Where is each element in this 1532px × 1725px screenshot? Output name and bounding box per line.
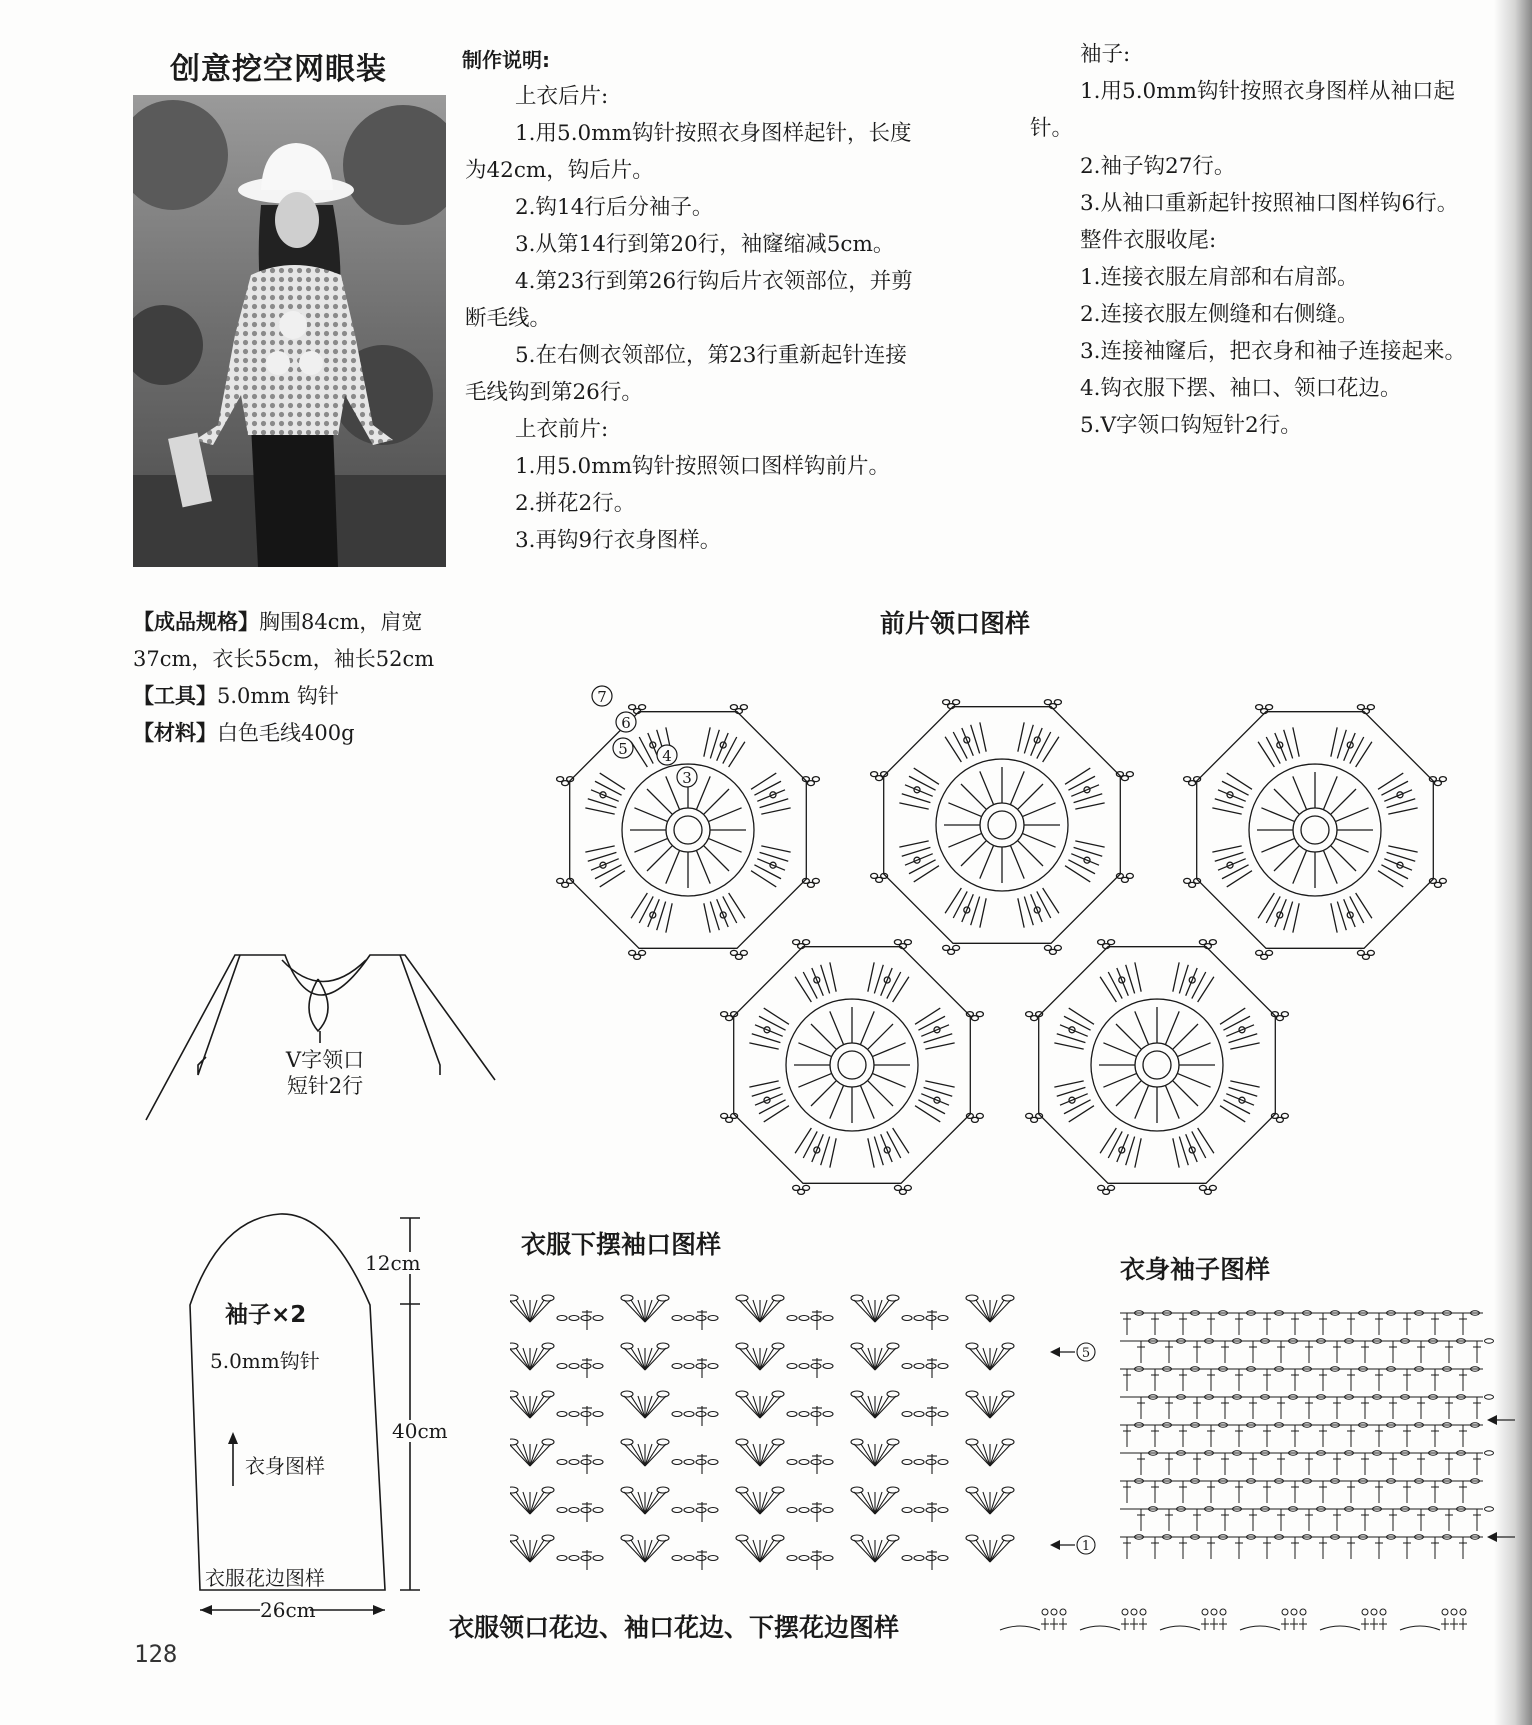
instruction-line: 2.钩14行后分袖子。 [515, 195, 714, 220]
instruction-line: 3.从第14行到第20行，袖窿缩减5cm。 [515, 232, 895, 257]
sleeve-bottom-label: 衣服花边图样 [205, 1566, 325, 1590]
edging-unit [1080, 1609, 1147, 1630]
page-number: 128 [134, 1640, 178, 1668]
edging-unit [1320, 1609, 1387, 1630]
size-text-2: 37cm，衣长55cm，袖长52cm [133, 647, 435, 671]
hem-marker-top: 5 [1081, 1346, 1091, 1361]
grid-row [1120, 1479, 1483, 1503]
round-marker: 3 [682, 769, 692, 787]
grid-row [1120, 1451, 1494, 1475]
instruction-line: 3.再钩9行衣身图样。 [515, 528, 722, 553]
instruction-line: 3.连接袖窿后，把衣身和袖子连接起来。 [1080, 339, 1467, 364]
edging-unit [1160, 1609, 1227, 1630]
hem-row [510, 1343, 1014, 1378]
sleeve-arrow-label: 衣身图样 [245, 1454, 325, 1478]
grid-row [1120, 1507, 1494, 1531]
grid-row [1120, 1339, 1494, 1363]
hem-row [510, 1535, 1014, 1570]
material-text: 白色毛线400g [217, 721, 355, 745]
sleeve-title: 袖子×2 [225, 1302, 307, 1328]
instruction-line: 5.在右侧衣领部位，第23行重新起针连接 [515, 343, 907, 368]
sleeve-schematic [180, 1210, 480, 1630]
body-sleeve-chart [1115, 1305, 1520, 1565]
specs-block [133, 604, 463, 752]
round-marker: 5 [618, 740, 628, 758]
tool-label: 【工具】 [133, 684, 217, 708]
instruction-line: 1.用5.0mm钩针按照领口图样钩前片。 [515, 454, 890, 479]
size-label: 【成品规格】 [133, 610, 259, 634]
hem-row [510, 1391, 1014, 1426]
back-heading: 上衣后片: [515, 84, 609, 109]
instruction-line: 1.用5.0mm钩针按照衣身图样从袖口起 [1080, 79, 1455, 104]
hem-marker-bottom: 1 [1081, 1539, 1091, 1554]
body-schematic [140, 935, 500, 1130]
sleeve-heading: 袖子: [1080, 42, 1131, 67]
motif [557, 705, 820, 960]
body-sleeve-chart-title: 衣身袖子图样 [1120, 1255, 1271, 1284]
edging-unit [1400, 1609, 1467, 1630]
motif [871, 700, 1134, 955]
instruction-line: 针。 [1030, 116, 1074, 141]
instruction-line: 4.第23行到第26行钩后片衣领部位，并剪 [515, 269, 913, 294]
hem-row [510, 1295, 1014, 1330]
grid-row [1120, 1311, 1483, 1335]
instruction-line: 3.从袖口重新起针按照袖口图样钩6行。 [1080, 191, 1459, 216]
instruction-line: 2.拼花2行。 [515, 491, 636, 516]
hem-chart-title: 衣服下摆袖口图样 [521, 1230, 722, 1259]
body-label-1: V字领口 [285, 1048, 365, 1072]
instruction-line: 1.连接衣服左肩部和右肩部。 [1080, 265, 1359, 290]
grid-row [1120, 1395, 1494, 1419]
instruction-line: 毛线钩到第26行。 [465, 380, 643, 405]
instruction-line: 断毛线。 [465, 306, 552, 331]
instructions-heading: 制作说明: [462, 48, 550, 72]
size-text: 胸围84cm，肩宽 [259, 610, 423, 634]
front-chart-title: 前片领口图样 [880, 609, 1031, 638]
grid-row [1120, 1535, 1483, 1559]
hem-chart [510, 1275, 1100, 1575]
hem-row [510, 1487, 1014, 1522]
round-marker: 6 [621, 714, 631, 732]
body-label-2: 短针2行 [286, 1074, 364, 1098]
instruction-line: 为42cm，钩后片。 [465, 158, 654, 183]
grid-row [1120, 1423, 1483, 1447]
motif [721, 940, 984, 1195]
finish-heading: 整件衣服收尾: [1080, 228, 1217, 253]
edging-chart [990, 1600, 1495, 1640]
front-chart [540, 660, 1465, 1225]
instruction-line: 2.连接衣服左侧缝和右侧缝。 [1080, 302, 1359, 327]
edging-unit [1000, 1609, 1067, 1630]
round-marker: 4 [662, 747, 672, 765]
instruction-line: 4.钩衣服下摆、袖口、领口花边。 [1080, 376, 1402, 401]
round-marker: 7 [597, 688, 607, 706]
tool-text: 5.0mm 钩针 [217, 684, 339, 708]
sleeve-width-dim: 26cm [260, 1598, 316, 1622]
front-heading: 上衣前片: [515, 417, 609, 442]
edging-chart-title: 衣服领口花边、袖口花边、下摆花边图样 [449, 1613, 900, 1642]
hem-row [510, 1439, 1014, 1474]
sleeve-side-dim: 40cm [392, 1419, 448, 1443]
grid-row [1120, 1367, 1483, 1391]
sleeve-hook: 5.0mm钩针 [210, 1349, 320, 1373]
instruction-line: 2.袖子钩27行。 [1080, 154, 1236, 179]
instruction-line: 5.V字领口钩短针2行。 [1080, 413, 1302, 438]
material-label: 【材料】 [133, 721, 217, 745]
model-photo [133, 95, 446, 567]
instruction-line: 1.用5.0mm钩针按照衣身图样起针，长度 [515, 121, 912, 146]
sleeve-top-dim: 12cm [365, 1251, 421, 1275]
motif [1184, 705, 1447, 960]
page-title: 创意挖空网眼装 [170, 52, 387, 87]
edging-unit [1240, 1609, 1307, 1630]
motif [1026, 940, 1289, 1195]
round-markers [592, 686, 697, 787]
